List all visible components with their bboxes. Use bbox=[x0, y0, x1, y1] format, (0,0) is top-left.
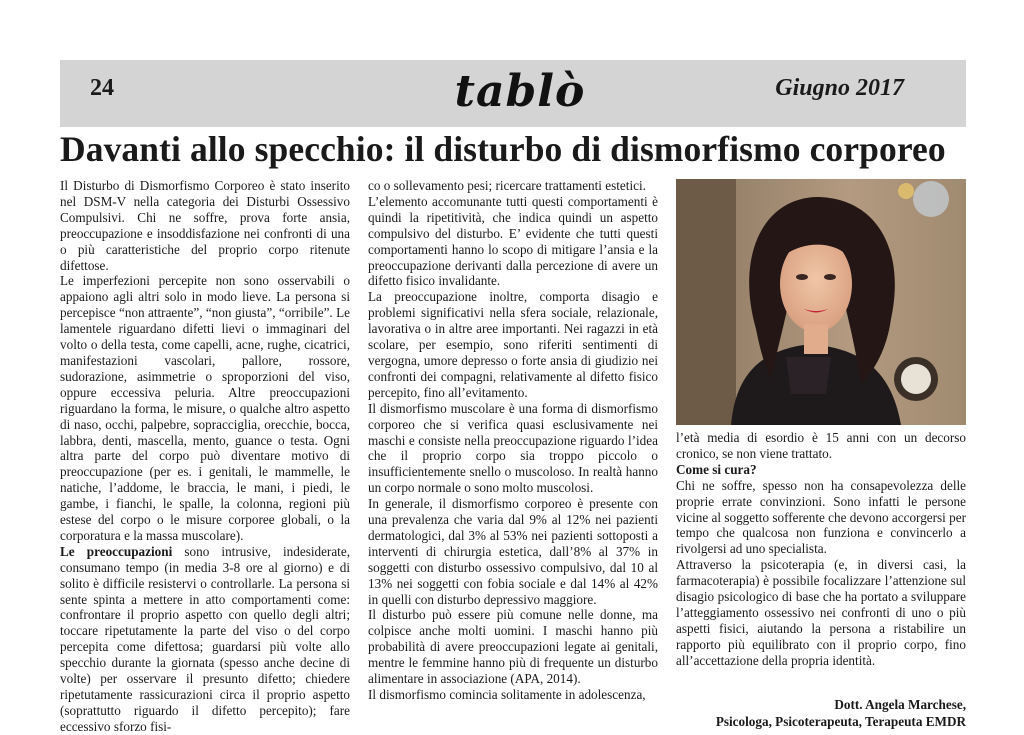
article-column-3 bbox=[676, 430, 966, 669]
article-headline: Davanti allo specchio: il disturbo di dismorfismo corporeo bbox=[60, 129, 946, 169]
article-column-1 bbox=[60, 178, 350, 735]
paragraph: Il Disturbo di Dismorfismo Corporeo è stato inserito nel DSM-V nella categoria dei Disturbi Ossessivo Compulsivi. Chi ne soffre, prova forte ansia, preoccupazione e insoddisfazione nei confronti di una o più caratteristiche del proprio corpo ritenute difettose. bbox=[60, 178, 350, 273]
author-signature bbox=[716, 696, 966, 730]
paragraph: Le imperfezioni percepite non sono osservabili o appaiono agli altri solo in modo lieve. La persona si percepisce “non attraente”, “non giusta”, “orribile”. Le lamentele riguardano difetti lievi o immaginari del volto o della testa, come capelli, acne, rughe, cicatrici, manifestazioni vascolari, pallore, rossore, sudorazione, asimmetrie o sproporzioni del viso, oppure eccessiva peluria. Altre preoccupazioni riguardano la forma, le misure, o qualche altro aspetto di naso, occhi, palpebre, sopracciglia, orecchie, bocca, labbra, denti, mascella, mento, guance o testa. Ogni altra parte del corpo può diventare motivo di preoccupazione (per es. i genitali, le mammelle, le natiche, l’addome, le braccia, le mani, i piedi, le gambe, i fianchi, le spalle, la colonna, regioni più estese del corpo o le misure corporee globali, o la corporatura e la massa muscolare). bbox=[60, 273, 350, 543]
author-photo bbox=[676, 179, 966, 425]
page-number: 24 bbox=[90, 75, 114, 101]
subheading: Come si cura? bbox=[676, 461, 757, 477]
paragraph: Il dismorfismo muscolare è una forma di dismorfismo corporeo che si verifica quasi esclusivamente nei maschi e consiste nella preoccupazione riguardo l’idea che il proprio corpo sia troppo piccolo o insufficientemente snello o muscoloso. In realtà hanno un corpo normale o sono molto muscolosi. bbox=[368, 400, 658, 496]
paragraph: Il dismorfismo comincia solitamente in adolescenza, bbox=[368, 687, 646, 702]
portrait-image bbox=[676, 179, 966, 425]
issue-date: Giugno 2017 bbox=[775, 75, 904, 101]
masthead-logo: tablò bbox=[454, 66, 586, 117]
author-name: Dott. Angela Marchese, bbox=[834, 697, 966, 712]
paragraph: Attraverso la psicoterapia (e, in diversi casi, la farmacoterapia) è possibile focalizzare l’attenzione sul disagio psicologico di base che ha portato a sviluppare l’atteggiamento ossessivo nei confronti di uno o più aspetti fisici, aiutando la persona a ristabilire un rapporto più equilibrato con il proprio corpo, fino all’accettazione della propria identità. bbox=[676, 557, 966, 668]
paragraph: l’età media di esordio è 15 anni con un decorso cronico, se non viene trattato. bbox=[676, 430, 966, 461]
paragraph: Il disturbo può essere più comune nelle donne, ma colpisce anche molti uomini. I maschi hanno più probabilità di avere preoccupazioni legate ai genitali, mentre le femmine hanno più di frequente un disturbo alimentare in associazione (APA, 2014). bbox=[368, 607, 658, 687]
paragraph: La preoccupazione inoltre, comporta disagio e problemi significativi nella sfera sociale, relazionale, lavorativa o in altre aree importanti. Nei ragazzi in età scolare, per esempio, sono riferiti sentimenti di vergogna, umore depresso o forte ansia di giudizio nei confronti dei compagni, relativamente al difetto fisico percepito, fino all’evitamento. bbox=[368, 289, 658, 400]
page-header bbox=[60, 60, 966, 127]
paragraph: In generale, il dismorfismo corporeo è presente con una prevalenza che varia dal 9% al 12% nei pazienti dermatologici, dal 3% al 53% nei pazienti sottoposti a interventi di chirurgia estetica, dall’8% al 37% in soggetti con disturbo ossessivo compulsivo, dal 10 al 13% nei soggetti con fobia sociale e dal 14% al 42% in quelli con disturbo depressivo maggiore. bbox=[368, 496, 658, 607]
author-title: Psicologa, Psicoterapeuta, Terapeuta EMDR bbox=[715, 714, 966, 729]
paragraph-lead: Le preoccupazioni bbox=[60, 543, 173, 559]
paragraph: co o sollevamento pesi; ricercare trattamenti estetici. bbox=[368, 178, 646, 193]
paragraph: Chi ne soffre, spesso non ha consapevolezza delle proprie errate convinzioni. Sono infatti le persone vicine al soggetto sofferente che devono accorgersi per tempo che qualcosa non funziona e convincerlo a rivolgersi ad uno specialista. bbox=[676, 477, 966, 557]
paragraph-text: sono intrusive, indesiderate, consumano tempo (in media 3-8 ore al giorno) e di solito è difficile resistervi o controllarle. La persona si sente spinta a mettere in atto comportamenti come: confrontare il proprio aspetto con quello degli altri; toccare ripetutamente la parte del viso o del corpo percepita come difettosa; guardarsi più volte allo specchio durante la giornata (spesso anche decine di volte) per osservare il presunto difetto; chiedere ripetutamente rassicurazioni circa il proprio aspetto (soprattutto riguardo il difetto percepito); fare eccessivo sforzo fisi- bbox=[60, 543, 350, 734]
paragraph bbox=[60, 544, 350, 735]
article-column-2 bbox=[368, 178, 658, 703]
paragraph: L’elemento accomunante tutti questi comportamenti è quindi la ripetitività, che indica quindi un aspetto compulsivo del disturbo. E’ evidente che tutti questi comportamenti hanno lo scopo di mitigare l’ansia e la preoccupazione derivanti dalla percezione di avere un difetto fisico invalidante. bbox=[368, 193, 658, 289]
